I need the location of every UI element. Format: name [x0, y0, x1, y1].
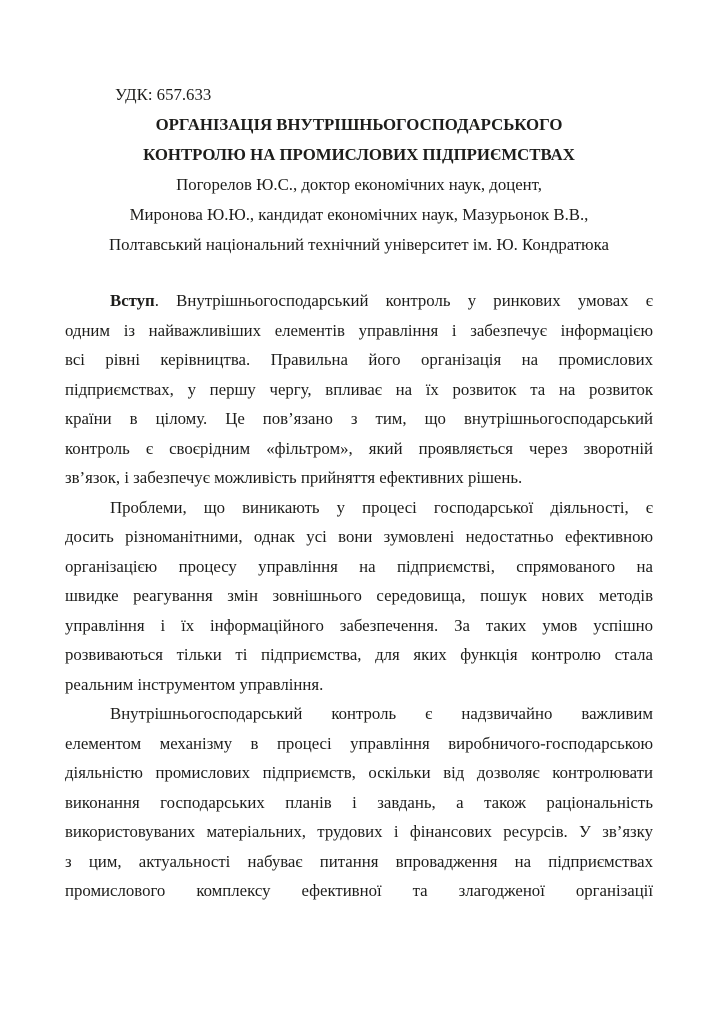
- author-line-2: Миронова Ю.Ю., кандидат економічних наук, Мазурьонок В.В.,: [129, 205, 589, 224]
- body-text-line: управління і їх інформаційного забезпечення. За таких умов успішно: [65, 615, 653, 635]
- article-title: [65, 110, 653, 170]
- udc-code: УДК: 657.633: [115, 85, 212, 104]
- paragraph-problems: [65, 493, 653, 700]
- body-text-line: розвиваються тільки ті підприємства, для яких функція контролю стала: [65, 645, 653, 664]
- body-text-line: промислового комплексу ефективної та злагодженої організації: [65, 881, 653, 900]
- body-text-segment: . Внутрішньогосподарський контроль у ринкових умовах є: [154, 291, 653, 310]
- article-title-line-1: ОРГАНІЗАЦІЯ ВНУТРІШНЬОГОСПОДАРСЬКОГО: [155, 115, 563, 134]
- body-text-line: використовуваних матеріальних, трудових і фінансових ресурсів. У зв’язку: [65, 822, 653, 841]
- body-text-line: реальним інструментом управління.: [65, 674, 324, 694]
- header-body-gap: [65, 260, 653, 286]
- body-text-line: [65, 286, 653, 316]
- body-text-line: зв’язок, і забезпечує можливість прийняття ефективних рішень.: [65, 468, 523, 487]
- body-text-line: Внутрішньогосподарський контроль є надзвичайно важливим: [110, 704, 653, 723]
- body-text-line: країни в цілому. Це пов’язано з тим, що внутрішньогосподарський: [65, 409, 653, 428]
- intro-lead-word: Вступ: [110, 291, 155, 310]
- body-text-line: виконання господарських планів і завдань, а також раціональність: [65, 792, 653, 812]
- body-text-line: з цим, актуальності набуває питання впровадження на підприємствах: [65, 851, 653, 871]
- body-text-line: елементом механізму в процесі управління виробничого-господарською: [65, 733, 653, 753]
- authors-block: [65, 170, 653, 260]
- paragraph-control-importance: [65, 699, 653, 906]
- paragraph-intro: [65, 286, 653, 493]
- body-text-line: досить різноманітними, однак усі вони зумовлені недостатньо ефективною: [65, 527, 653, 546]
- body-text-line: всі рівні керівництва. Правильна його організація на промислових: [65, 350, 653, 369]
- article-title-line-2: КОНТРОЛЮ НА ПРОМИСЛОВИХ ПІДПРИЄМСТВАХ: [143, 145, 575, 164]
- affiliation-line: Полтавський національний технічний університет ім. Ю. Кондратюка: [109, 235, 609, 254]
- body-text-line: підприємствах, у першу чергу, впливає на їх розвиток та на розвиток: [65, 379, 653, 399]
- body-text-line: контроль є своєрідним «фільтром», який проявляється через зворотній: [65, 438, 653, 458]
- body-text-line: швидке реагування змін зовнішнього середовища, пошук нових методів: [65, 586, 653, 605]
- body-text-line: одним із найважливіших елементів управління і забезпечує інформацією: [65, 320, 653, 340]
- body-text-line: діяльністю промислових підприємств, оскільки від дозволяє контролювати: [65, 763, 653, 782]
- author-line-1: Погорелов Ю.С., доктор економічних наук, доцент,: [176, 175, 542, 194]
- body-text-line: Проблеми, що виникають у процесі господарської діяльності, є: [110, 497, 653, 517]
- body-text-line: організацією процесу управління на підприємстві, спрямованого на: [65, 556, 653, 576]
